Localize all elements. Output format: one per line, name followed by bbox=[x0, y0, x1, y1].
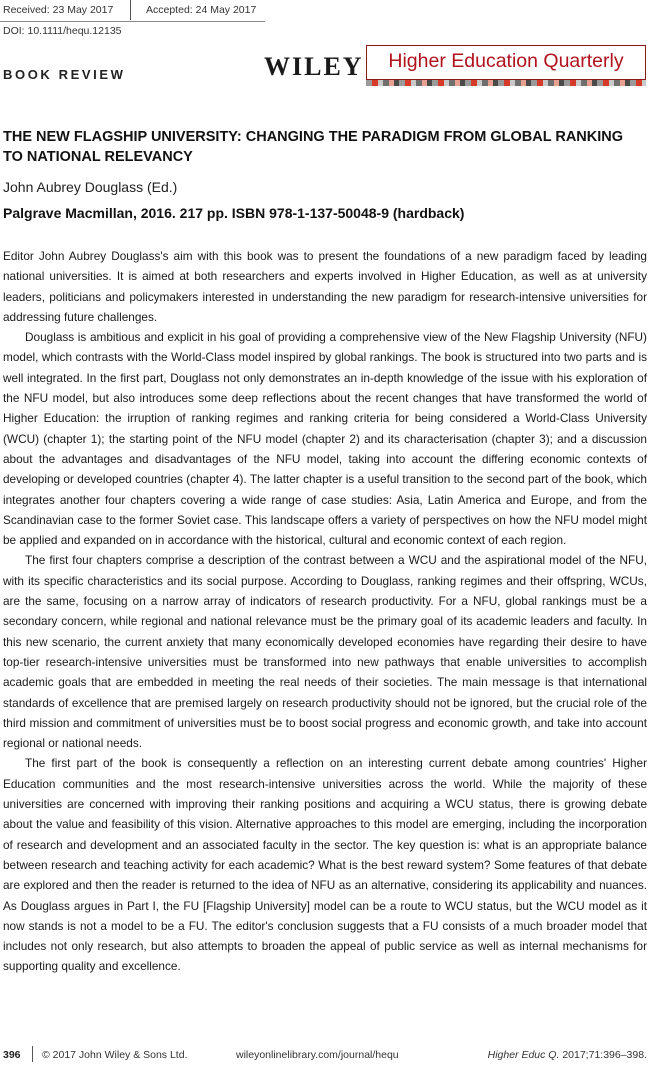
section-label: BOOK REVIEW bbox=[3, 67, 126, 82]
citation bbox=[488, 1049, 647, 1061]
paragraph: The first four chapters comprise a description of the contrast between a WCU and the aspirational model of the NFU, with its specific characteristics and its social purpose. According to Douglass, ranking regimes and their offspring, WCUs, are the same, focusing on a narrow array of indicators of research productivity. For a NFU, global rankings must be a secondary concern, while regional and national relevance must be the primary goal of its academic leaders and faculty. In this new scenario, the current anxiety that many economically developed economies have regarding their desire to have top-tier research-intensive universities must be transformed into new pathways that enable universities to accomplish academic goals that are embedded in meeting the real needs of their societies. The main message is that international standards of excellence that are premised largely on research productivity should not be ignored, but the crucial role of the third mission and commitment of universities must be to boost social progress and economic growth, and take into account regional or national needs. bbox=[3, 553, 647, 751]
publication-info: Palgrave Macmillan, 2016. 217 pp. ISBN 978-1-137-50048-9 (hardback) bbox=[3, 205, 465, 221]
paragraph: Douglass is ambitious and explicit in his goal of providing a comprehensive view of the New Flagship University (NFU) model, which contrasts with the World-Class model inspired by global rankings. The book is structured into two parts and is well integrated. In the first part, Douglass not only demonstrates an in-depth knowledge of the issue with his exploration of the NFU model, but also introduces some deep reflections about the recent changes that have transformed the world of Higher Education: the irruption of ranking regimes and ranking criteria for being considered a World-Class University (WCU) (chapter 1); the starting point of the NFU model (chapter 2) and its characterisation (chapter 3); and a discussion about the advantages and disadvantages of the NFU model, taking into account the differing economic contexts of developing or developed countries (chapter 4). The latter chapter is a useful transition to the second part of the book, which integrates another four chapters covering a wide range of case studies: Asia, Latin America and Europe, and from the Scandinavian case to the former Soviet case. This landscape offers a variety of perspectives on how the NFU model might be applied and expanded on in accordance with the historical, cultural and economic context of each region. bbox=[3, 330, 647, 548]
book-editor: John Aubrey Douglass (Ed.) bbox=[3, 179, 178, 195]
journal-url[interactable]: wileyonlinelibrary.com/journal/hequ bbox=[236, 1049, 399, 1061]
journal-logo-box bbox=[366, 45, 646, 80]
header-rule bbox=[0, 21, 265, 22]
copyright: © 2017 John Wiley & Sons Ltd. bbox=[42, 1049, 188, 1061]
journal-name: Higher Education Quarterly bbox=[388, 50, 624, 72]
citation-journal: Higher Educ Q. bbox=[487, 1049, 560, 1061]
paragraph: Editor John Aubrey Douglass's aim with this book was to present the foundations of a new paradigm faced by leading national universities. It is aimed at both researchers and experts involved in Higher Education, as well as at university leaders, politicians and policymakers interested in understanding the new paradigm for research-intensive universities for addressing future challenges. bbox=[3, 249, 647, 324]
footer-divider bbox=[32, 1046, 33, 1062]
citation-volume: 2017;71:396–398. bbox=[562, 1049, 647, 1061]
journal-logo-stripes bbox=[366, 80, 646, 86]
paragraph: The first part of the book is consequently a reflection on an interesting current debate among countries' Higher Education communities and the most research-intensive universities across the world. While the majority of these universities are concerned with improving their ranking positions and acquiring a WCU status, there is growing debate about the value and feasibility of this vision. Alternative approaches to this model are emerging, including the incorporation of research and development and an associated faculty in the sector. The key question is: what is an appropriate balance between research and teaching activity for each academic? What is the best reward system? Some features of that debate are explored and then the reader is returned to the idea of NFU as an alternative, considering its applicability and nuances. As Douglass argues in Part I, the FU [Flagship University] model can be a route to WCU status, but the WCU model as it now stands is not a model to be a FU. The editor's conclusion suggests that a FU consists of a much broader model that includes not only research, but also attempts to broaden the appeal of public service as well as internal mechanisms for supporting quality and excellence. bbox=[3, 756, 647, 974]
review-body bbox=[3, 246, 647, 977]
publisher-logo: WILEY bbox=[264, 52, 364, 81]
date-divider bbox=[130, 0, 131, 20]
accepted-date: Accepted: 24 May 2017 bbox=[146, 4, 257, 16]
article-title: THE NEW FLAGSHIP UNIVERSITY: CHANGING THE PARADIGM FROM GLOBAL RANKING TO NATIONAL RELEVANCY bbox=[3, 129, 624, 165]
received-date: Received: 23 May 2017 bbox=[3, 4, 114, 16]
doi[interactable]: DOI: 10.1111/hequ.12135 bbox=[3, 25, 122, 37]
page-number: 396 bbox=[3, 1049, 21, 1061]
